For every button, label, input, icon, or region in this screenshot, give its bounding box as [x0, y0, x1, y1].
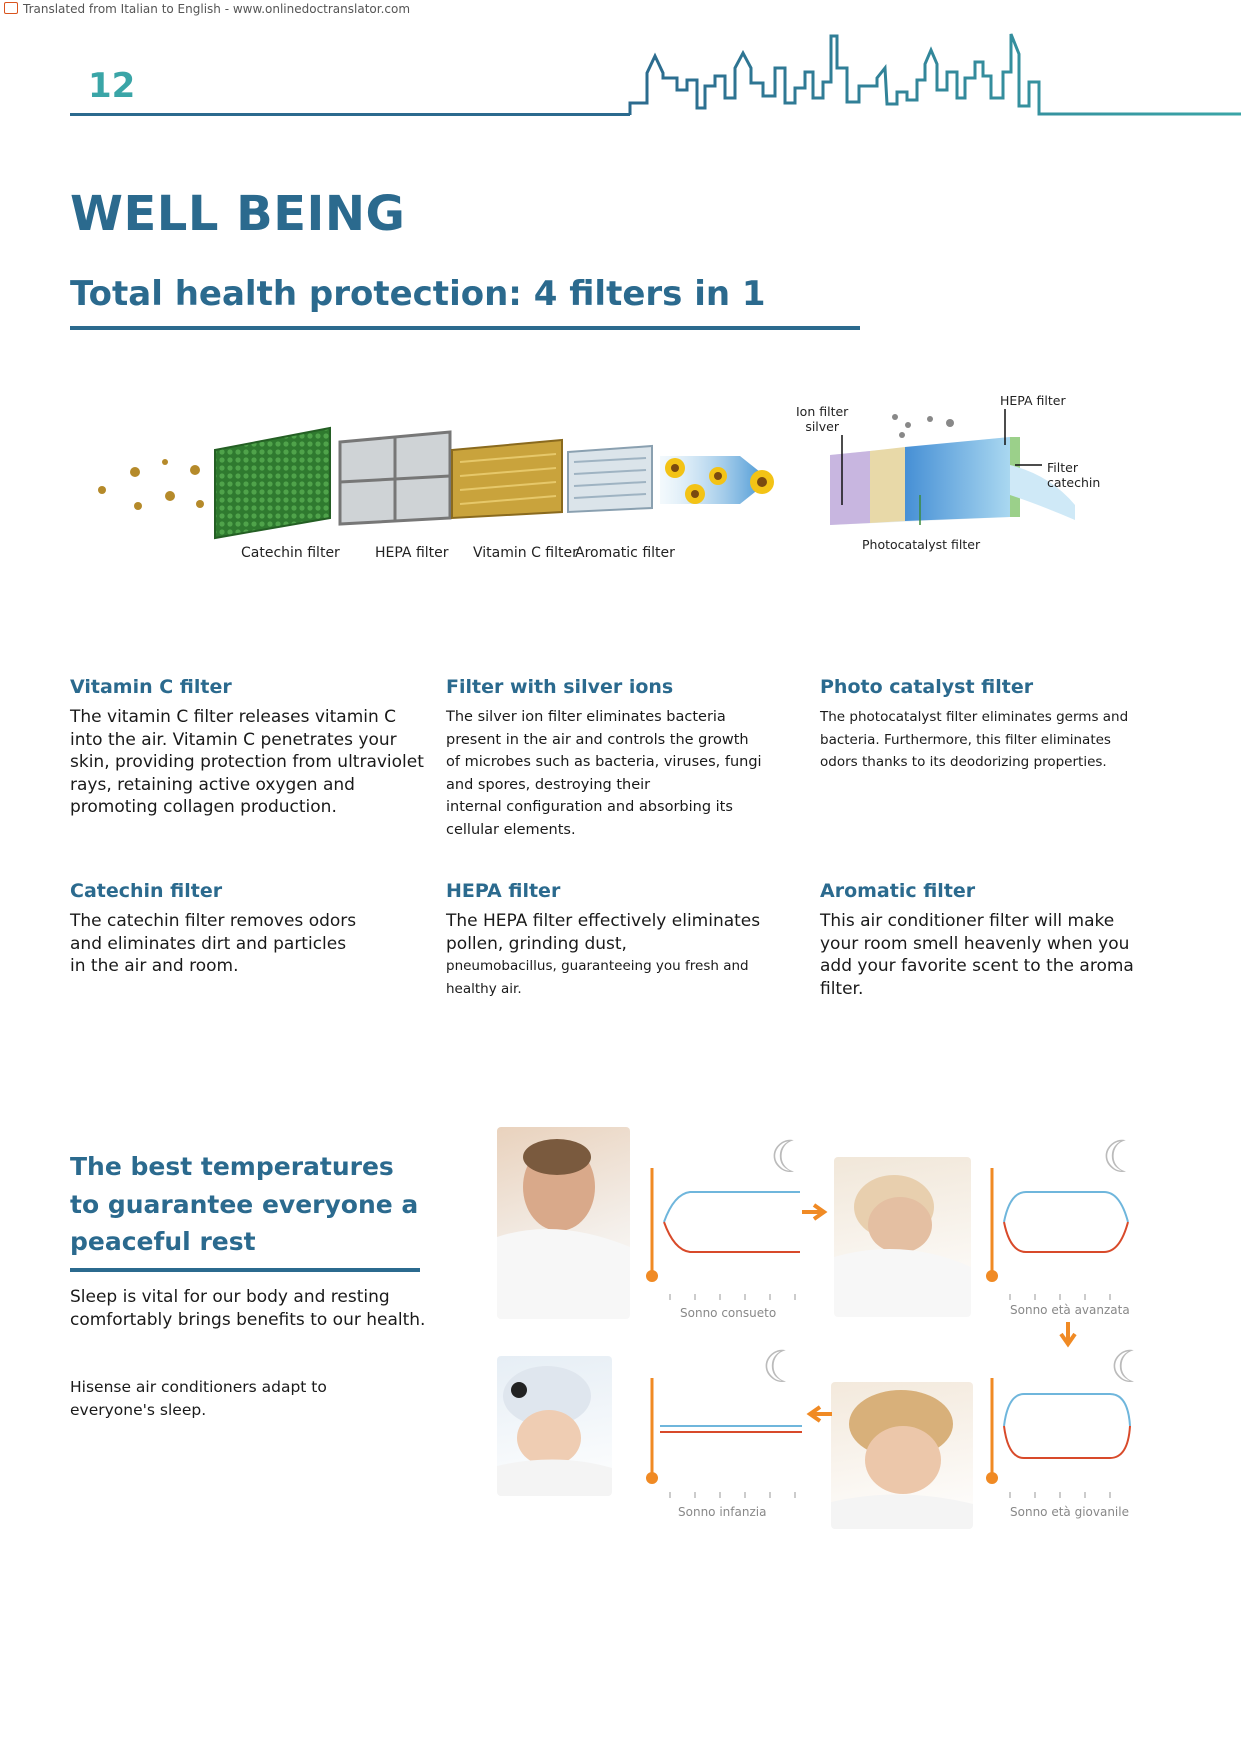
label-ion-silver: [796, 404, 848, 434]
text-line: and spores, destroying their: [446, 776, 651, 793]
moon-icon: ☾: [762, 1342, 802, 1393]
label-catechin-line1: Filter: [1047, 460, 1078, 475]
caption-catechin: Catechin filter: [241, 545, 340, 561]
section-subtitle: Total health protection: 4 filters in 1: [70, 274, 766, 314]
text-line: pollen, grinding dust,: [446, 933, 627, 954]
caption-aromatic: Aromatic filter: [575, 545, 675, 561]
text-line: filter.: [820, 978, 864, 999]
sleep-paragraph-2: [70, 1376, 450, 1421]
sleeping-woman-photo: [831, 1382, 973, 1529]
vitamin-c-heading: Vitamin C filter: [70, 676, 232, 698]
text-line: everyone's sleep.: [70, 1400, 207, 1419]
sleep-chart-childhood: [640, 1342, 820, 1522]
label-catechin-line2: catechin: [1047, 475, 1101, 490]
translation-banner[interactable]: [4, 2, 410, 16]
header-rule: [70, 113, 630, 116]
text-line: healthy air.: [446, 980, 522, 997]
sleep-heading-rule: [70, 1268, 420, 1272]
skyline-graphic: [625, 28, 1241, 120]
hepa-heading: HEPA filter: [446, 880, 561, 902]
heading-line: The best temperatures: [70, 1152, 394, 1181]
aromatic-text: [820, 910, 1190, 1000]
heading-line: to guarantee everyone a: [70, 1189, 419, 1219]
caption-usual-sleep: Sonno consueto: [680, 1306, 777, 1320]
arrow-down-icon: [1056, 1320, 1080, 1350]
caption-hepa: HEPA filter: [375, 545, 449, 561]
sleep-chart-elderly: [980, 1132, 1160, 1322]
catechin-heading: Catechin filter: [70, 880, 223, 902]
catechin-text: [70, 910, 430, 978]
text-line: bacteria. Furthermore, this filter eliminates: [820, 731, 1111, 748]
text-line: into the air. Vitamin C penetrates your: [70, 729, 397, 750]
text-line: skin, providing protection from ultraviolet: [70, 752, 424, 772]
text-line: promoting collagen production.: [70, 797, 337, 817]
vitamin-c-text: [70, 706, 430, 819]
text-line: The photocatalyst filter eliminates germs and: [820, 709, 1129, 725]
photo-catalyst-heading: Photo catalyst filter: [820, 676, 1034, 698]
sleeping-man-photo: [497, 1127, 630, 1319]
photo-catalyst-text: [820, 706, 1190, 774]
text-line: The vitamin C filter releases vitamin C: [70, 707, 397, 727]
sleep-paragraph-1: [70, 1286, 450, 1331]
moon-icon: ☾: [770, 1132, 810, 1183]
filter-cross-section: [810, 395, 1080, 555]
heading-line: peaceful rest: [70, 1227, 256, 1256]
filter-stack-illustration: [90, 400, 790, 550]
banner-text: Translated from Italian to English - www.onlinedoctranslator.com: [23, 2, 411, 16]
text-line: The HEPA filter effectively eliminates: [446, 911, 761, 931]
document-icon: [4, 2, 18, 14]
silver-ions-heading: Filter with silver ions: [446, 676, 674, 698]
silver-ions-text: [446, 706, 806, 841]
label-catechin: [1047, 460, 1100, 490]
text-line: Hisense air conditioners adapt to: [70, 1378, 327, 1396]
arrow-left-icon: [800, 1402, 834, 1426]
text-line: your room smell heavenly when you: [820, 933, 1130, 954]
sleeping-baby-photo: [497, 1356, 612, 1496]
sleep-chart-usual: [640, 1132, 820, 1322]
caption-vitamin-c: Vitamin C filter: [473, 545, 578, 561]
text-line: cellular elements.: [446, 821, 576, 838]
sleeping-elder-photo: [834, 1157, 971, 1317]
page-title: WELL BEING: [70, 186, 406, 242]
subtitle-rule: [70, 326, 860, 330]
text-line: The silver ion filter eliminates bacteria: [446, 709, 726, 725]
sleep-chart-youth: [980, 1342, 1160, 1522]
text-line: in the air and room.: [70, 956, 239, 976]
caption-elderly-sleep: Sonno età avanzata: [1010, 1303, 1130, 1317]
sleep-heading: [70, 1148, 450, 1261]
text-line: and eliminates dirt and particles: [70, 933, 347, 954]
text-line: rays, retaining active oxygen and: [70, 774, 355, 795]
text-line: pneumobacillus, guaranteeing you fresh and: [446, 958, 749, 974]
arrow-right-icon: [800, 1200, 834, 1224]
label-ion-line1: Ion filter: [796, 404, 849, 419]
hepa-text: [446, 910, 806, 1000]
label-ion-line2: silver: [805, 419, 839, 434]
moon-icon: ☾: [1110, 1342, 1150, 1393]
text-line: comfortably brings benefits to our health.: [70, 1309, 426, 1330]
text-line: The catechin filter removes odors: [70, 911, 357, 931]
page-number: 12: [88, 66, 136, 106]
text-line: This air conditioner filter will make: [820, 911, 1115, 931]
aromatic-heading: Aromatic filter: [820, 880, 976, 902]
text-line: add your favorite scent to the aroma: [820, 956, 1134, 976]
text-line: internal configuration and absorbing its: [446, 799, 733, 815]
text-line: Sleep is vital for our body and resting: [70, 1287, 390, 1307]
text-line: odors thanks to its deodorizing properties.: [820, 754, 1107, 770]
text-line: present in the air and controls the growth: [446, 731, 749, 748]
caption-youth-sleep: Sonno età giovanile: [1010, 1505, 1129, 1519]
moon-icon: ☾: [1102, 1132, 1142, 1183]
caption-childhood-sleep: Sonno infanzia: [678, 1505, 767, 1519]
text-line: of microbes such as bacteria, viruses, fungi: [446, 754, 762, 770]
label-hepa: HEPA filter: [1000, 393, 1066, 408]
label-photocatalyst: Photocatalyst filter: [862, 537, 981, 552]
